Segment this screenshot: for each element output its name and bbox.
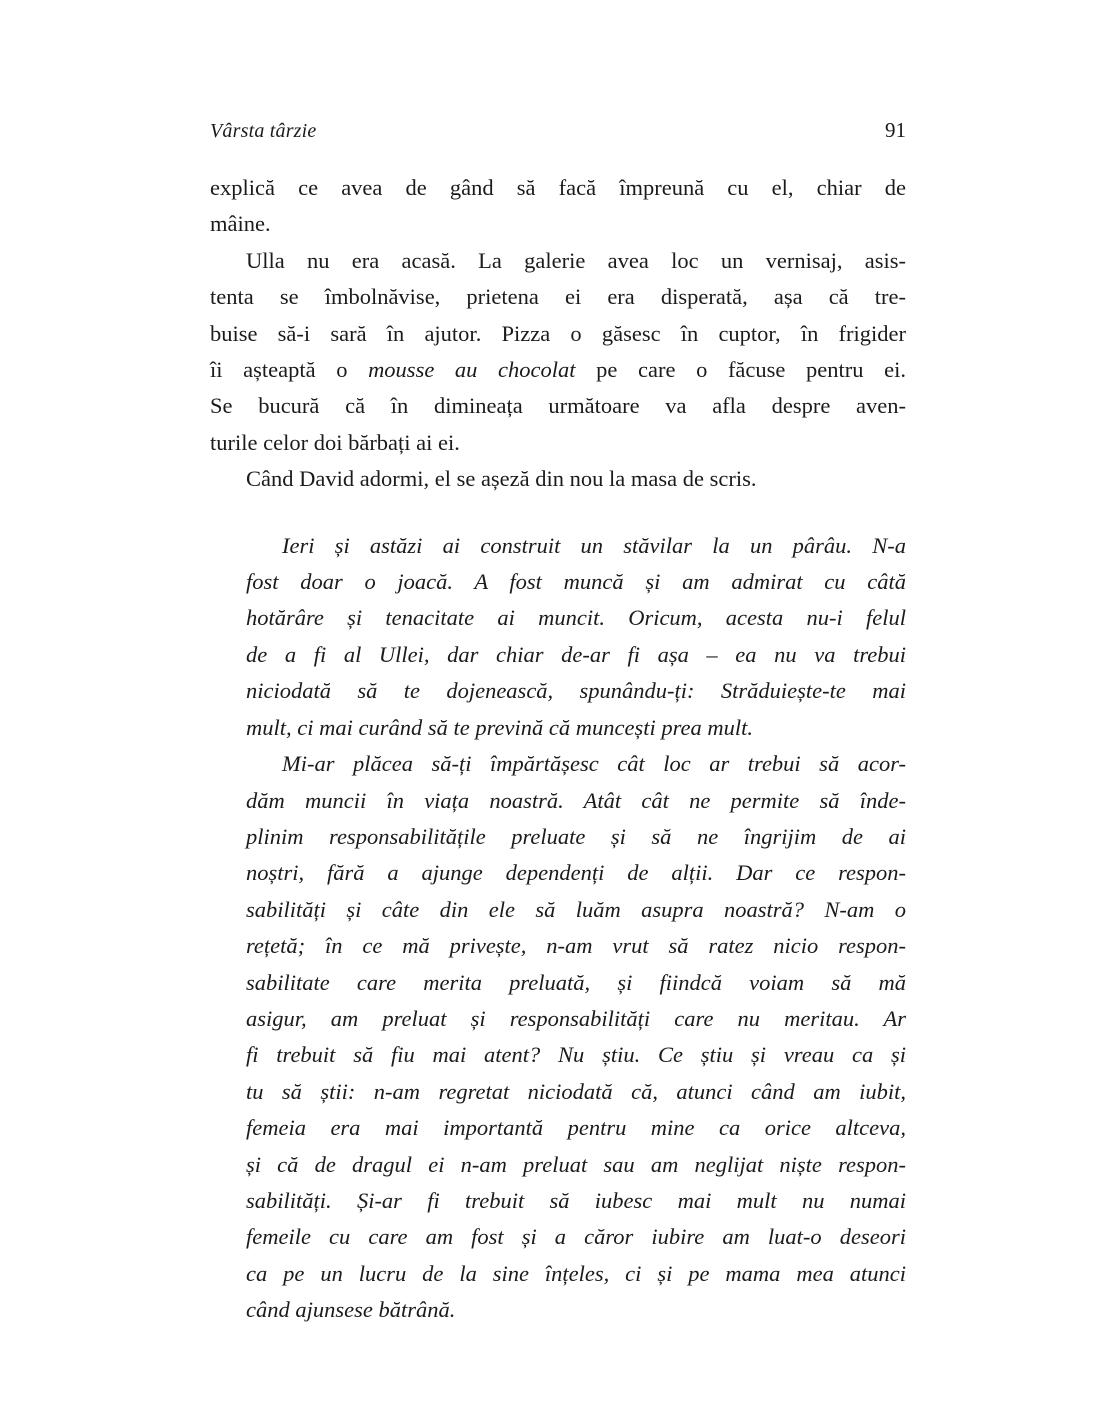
text-line: noștri, fără a ajunge dependenți de alții. Dar ce respon- [246, 860, 906, 886]
letter-paragraph-2 [246, 746, 906, 1329]
text-line: turile celor doi bărbați ai ei. [210, 429, 460, 455]
running-title: Vârsta târzie [210, 120, 317, 142]
text-line: fost doar o joacă. A fost muncă și am admirat cu câtă [246, 569, 906, 595]
text-line: sabilitate care merita preluată, și fiindcă voiam să mă [246, 969, 906, 995]
text-line: tu să știi: n-am regretat niciodată că, atunci când am iubit, [246, 1078, 906, 1104]
text-line: asigur, am preluat și responsabilități care nu meritau. Ar [246, 1005, 906, 1031]
text-line: Mi-ar plăcea să-ți împărtășesc cât loc ar trebui să acor- [282, 751, 906, 777]
text-line: ca pe un lucru de la sine înțeles, ci și pe mama mea atunci [246, 1260, 906, 1286]
paragraph-david [210, 461, 906, 497]
text-line: buise să-i sară în ajutor. Pizza o găsesc în cuptor, în frigider [210, 320, 906, 346]
text-line: fi trebuit să fiu mai atent? Nu știu. Ce știu și vreau ca și [246, 1042, 906, 1068]
text-line: sabilități. Și-ar fi trebuit să iubesc mai mult nu numai [246, 1187, 906, 1213]
text-line: Când David adormi, el se așeză din nou la masa de scris. [246, 466, 757, 492]
text-line: explică ce avea de gând să facă împreună cu el, chiar de [210, 175, 906, 200]
text-line: și că de dragul ei n-am preluat sau am neglijat niște respon- [246, 1151, 906, 1177]
italic-phrase: mousse au chocolat [368, 357, 576, 383]
text-line: rețetă; în ce mă privește, n-am vrut să ratez nicio respon- [246, 933, 906, 959]
text-segment: pe care o făcuse pentru ei. [575, 357, 906, 383]
text-segment: îi așteaptă o [210, 357, 369, 383]
paragraph-ulla [210, 243, 906, 461]
text-line: Se bucură că în dimineața următoare va afla despre aven- [210, 393, 906, 419]
text-line: femeile cu care am fost și a căror iubire am luat-o deseori [246, 1224, 906, 1250]
text-line: Ulla nu era acasă. La galerie avea loc un vernisaj, asis- [246, 247, 906, 273]
text-line: femeia era mai importantă pentru mine ca orice altceva, [246, 1115, 906, 1141]
text-line: când ajunsese bătrână. [246, 1297, 456, 1323]
text-line: tenta se îmbolnăvise, prietena ei era disperată, așa că tre- [210, 284, 906, 310]
text-line: hotărâre și tenacitate ai muncit. Oricum, acesta nu-i felul [246, 605, 906, 631]
text-line: dăm muncii în viața noastră. Atât cât ne permite să înde- [246, 787, 906, 813]
letter-paragraph-1 [246, 528, 906, 746]
paragraph-continuation [210, 170, 906, 243]
text-line: de a fi al Ullei, dar chiar de-ar fi așa – ea nu va trebui [246, 641, 906, 667]
text-line: mâine. [210, 211, 271, 237]
text-line: Ieri și astăzi ai construit un stăvilar la un pârâu. N-a [282, 532, 906, 558]
text-line: mult, ci mai curând să te prevină că muncești prea mult. [246, 714, 753, 740]
text-line: plinim responsabilitățile preluate și să ne îngrijim de ai [246, 823, 906, 849]
text-line: niciodată să te dojenească, spunându-ți: Străduiește-te mai [246, 678, 906, 704]
text-block [210, 170, 906, 1329]
text-line [210, 352, 906, 388]
page-header [210, 118, 906, 143]
text-line: sabilități și câte din ele să luăm asupra noastră? N-am o [246, 896, 906, 922]
page-number: 91 [885, 118, 906, 142]
